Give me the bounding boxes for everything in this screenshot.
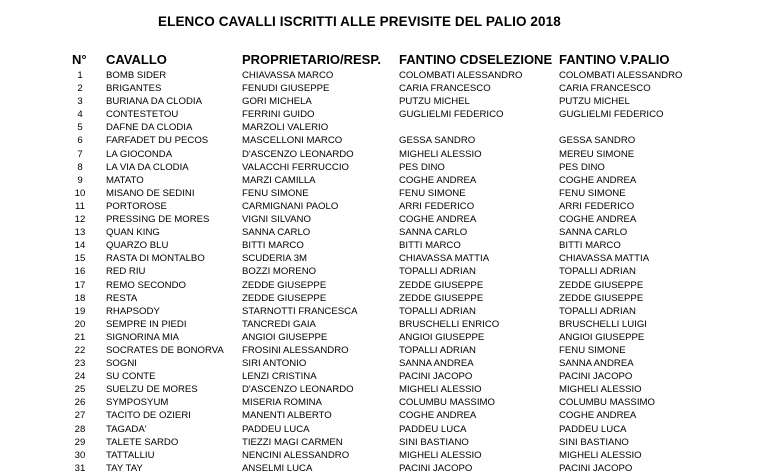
horse-name: LA VIA DA CLODIA [106, 161, 189, 173]
horse-name: FARFADET DU PECOS [106, 135, 209, 147]
row-number: 25 [74, 384, 86, 396]
jockey-selection: CARIA FRANCESCO [399, 83, 491, 95]
table-row [0, 344, 775, 357]
owner-name: D'ASCENZO LEONARDO [242, 148, 354, 160]
jockey-selection: BITTI MARCO [399, 240, 461, 252]
owner-name: SANNA CARLO [242, 227, 311, 239]
jockey-palio: COGHE ANDREA [559, 410, 637, 422]
horse-name: DAFNE DA CLODIA [106, 122, 193, 134]
jockey-palio: PUTZU MICHEL [559, 96, 630, 108]
horse-name: BURIANA DA CLODIA [106, 96, 202, 108]
table-row [0, 409, 775, 422]
owner-name: ZEDDE GIUSEPPE [242, 279, 327, 291]
horse-name: TAY TAY [106, 462, 143, 474]
horse-name: MATATO [106, 174, 144, 186]
jockey-palio: GUGLIELMI FEDERICO [559, 109, 664, 121]
row-number: 13 [74, 227, 86, 239]
horse-name: RASTA DI MONTALBO [106, 253, 205, 265]
horse-name: QUAN KING [106, 227, 160, 239]
jockey-selection: COLOMBATI ALESSANDRO [399, 70, 523, 81]
row-number: 19 [74, 305, 86, 317]
row-number: 4 [77, 109, 83, 121]
horse-name: RESTA [106, 292, 138, 304]
jockey-selection: FENU SIMONE [399, 187, 466, 199]
jockey-selection: GUGLIELMI FEDERICO [399, 109, 504, 121]
jockey-selection: MIGHELI ALESSIO [399, 449, 482, 461]
table-row [0, 108, 775, 121]
jockey-palio: GESSA SANDRO [559, 135, 636, 147]
table-row [0, 357, 775, 370]
horse-name: PORTOROSE [106, 200, 167, 212]
row-number: 7 [77, 148, 83, 160]
jockey-selection: ZEDDE GIUSEPPE [399, 292, 484, 304]
owner-name: BOZZI MORENO [242, 266, 317, 278]
jockey-palio: MEREU SIMONE [559, 148, 635, 160]
table-row [0, 436, 775, 449]
row-number: 15 [74, 253, 86, 265]
jockey-palio: ZEDDE GIUSEPPE [559, 279, 644, 291]
jockey-palio: COGHE ANDREA [559, 174, 637, 186]
jockey-palio: COLUMBU MASSIMO [559, 397, 655, 409]
owner-name: ANGIOI GIUSEPPE [242, 331, 328, 343]
horse-name: REMO SECONDO [106, 279, 186, 291]
row-number: 28 [74, 423, 86, 435]
row-number: 30 [74, 449, 86, 461]
row-number: 23 [74, 358, 86, 370]
horse-name: RED RIU [106, 266, 146, 278]
jockey-palio: SANNA ANDREA [559, 358, 634, 370]
owner-name: ZEDDE GIUSEPPE [242, 292, 327, 304]
jockey-palio: PES DINO [559, 161, 605, 173]
table-row [0, 161, 775, 174]
header-owner: PROPRIETARIO/RESP. [242, 52, 381, 67]
jockey-palio: COGHE ANDREA [559, 214, 637, 226]
jockey-palio: PADDEU LUCA [559, 423, 627, 435]
jockey-selection: MIGHELI ALESSIO [399, 148, 482, 160]
table-row [0, 95, 775, 108]
jockey-selection: ARRI FEDERICO [399, 200, 475, 212]
row-number: 26 [74, 397, 86, 409]
jockey-selection: SINI BASTIANO [399, 436, 469, 448]
horse-list [0, 69, 775, 475]
header-horse: CAVALLO [106, 52, 167, 67]
owner-name: TIEZZI MAGI CARMEN [242, 436, 343, 448]
table-row [0, 292, 775, 305]
owner-name: FROSINI ALESSANDRO [242, 344, 349, 356]
table-row [0, 252, 775, 265]
jockey-selection: SANNA ANDREA [399, 358, 474, 370]
row-number: 27 [74, 410, 86, 422]
table-row [0, 423, 775, 436]
owner-name: MARZOLI VALERIO [242, 122, 329, 134]
horse-name: SUELZU DE MORES [106, 384, 198, 396]
owner-name: ANSELMI LUCA [242, 462, 313, 474]
owner-name: CARMIGNANI PAOLO [242, 200, 339, 212]
horse-name: SU CONTE [106, 371, 156, 383]
table-row [0, 69, 775, 82]
horse-name: TATTALLIU [106, 449, 155, 461]
horse-name: PRESSING DE MORES [106, 214, 210, 226]
horse-name: BOMB SIDER [106, 70, 167, 81]
table-row [0, 226, 775, 239]
jockey-selection: PACINI JACOPO [399, 462, 473, 474]
jockey-selection: TOPALLI ADRIAN [399, 344, 476, 356]
header-number: N° [72, 52, 87, 67]
row-number: 8 [77, 161, 83, 173]
row-number: 2 [77, 83, 83, 95]
owner-name: STARNOTTI FRANCESCA [242, 305, 358, 317]
horse-name: TACITO DE OZIERI [106, 410, 191, 422]
jockey-palio: MIGHELI ALESSIO [559, 384, 642, 396]
row-number: 11 [75, 200, 85, 212]
jockey-selection: TOPALLI ADRIAN [399, 305, 476, 317]
jockey-selection: ANGIOI GIUSEPPE [399, 331, 485, 343]
jockey-selection: BRUSCHELLI ENRICO [399, 318, 500, 330]
row-number: 1 [77, 70, 83, 81]
row-number: 20 [74, 318, 86, 330]
row-number: 5 [77, 122, 83, 134]
horse-name: SIGNORINA MIA [106, 331, 180, 343]
jockey-palio: TOPALLI ADRIAN [559, 305, 636, 317]
owner-name: TANCREDI GAIA [242, 318, 316, 330]
row-number: 22 [74, 344, 86, 356]
horse-name: SOCRATES DE BONORVA [106, 344, 224, 356]
jockey-palio: FENU SIMONE [559, 187, 626, 199]
table-row [0, 331, 775, 344]
jockey-selection: SANNA CARLO [399, 227, 468, 239]
jockey-selection: TOPALLI ADRIAN [399, 266, 476, 278]
table-row [0, 148, 775, 161]
owner-name: NENCINI ALESSANDRO [242, 449, 350, 461]
horse-name: RHAPSODY [106, 305, 160, 317]
owner-name: VALACCHI FERRUCCIO [242, 161, 349, 173]
owner-name: SCUDERIA 3M [242, 253, 308, 265]
owner-name: FENU SIMONE [242, 187, 309, 199]
jockey-selection: COGHE ANDREA [399, 410, 477, 422]
row-number: 18 [74, 292, 86, 304]
table-row [0, 134, 775, 147]
horse-name: MISANO DE SEDINI [106, 187, 195, 199]
row-number: 17 [74, 279, 86, 291]
row-number: 14 [74, 240, 86, 252]
row-number: 3 [77, 96, 83, 108]
owner-name: FERRINI GUIDO [242, 109, 315, 121]
table-row [0, 121, 775, 134]
jockey-palio: CHIAVASSA MATTIA [559, 253, 650, 265]
owner-name: BITTI MARCO [242, 240, 304, 252]
horse-name: TAGADA' [106, 423, 147, 435]
table-row [0, 174, 775, 187]
jockey-palio: ZEDDE GIUSEPPE [559, 292, 644, 304]
header-jockey-selection: FANTINO CDSELEZIONE [399, 52, 553, 67]
jockey-palio: MIGHELI ALESSIO [559, 449, 642, 461]
table-row [0, 265, 775, 278]
table-row [0, 396, 775, 409]
row-number: 12 [74, 214, 86, 226]
row-number: 6 [77, 135, 83, 147]
owner-name: GORI MICHELA [242, 96, 312, 108]
owner-name: SIRI ANTONIO [242, 358, 307, 370]
table-row [0, 279, 775, 292]
owner-name: MARZI CAMILLA [242, 174, 316, 186]
jockey-palio: BRUSCHELLI LUIGI [559, 318, 647, 330]
owner-name: FENUDI GIUSEPPE [242, 83, 330, 95]
header-jockey-palio: FANTINO V.PALIO [559, 52, 670, 67]
jockey-selection: PACINI JACOPO [399, 371, 473, 383]
owner-name: MISERIA ROMINA [242, 397, 322, 409]
horse-name: SYMPOSYUM [106, 397, 169, 409]
jockey-palio: TOPALLI ADRIAN [559, 266, 636, 278]
jockey-selection: PADDEU LUCA [399, 423, 467, 435]
jockey-selection: GESSA SANDRO [399, 135, 476, 147]
row-number: 24 [74, 371, 86, 383]
horse-name: BRIGANTES [106, 83, 162, 95]
owner-name: PADDEU LUCA [242, 423, 310, 435]
table-row [0, 370, 775, 383]
jockey-palio: CARIA FRANCESCO [559, 83, 651, 95]
horse-name: CONTESTETOU [106, 109, 179, 121]
horse-name: TALETE SARDO [106, 436, 179, 448]
owner-name: CHIAVASSA MARCO [242, 70, 334, 81]
table-row [0, 187, 775, 200]
horse-name: QUARZO BLU [106, 240, 169, 252]
row-number: 31 [74, 462, 86, 474]
row-number: 16 [74, 266, 86, 278]
owner-name: MASCELLONI MARCO [242, 135, 343, 147]
table-row [0, 82, 775, 95]
jockey-selection: PES DINO [399, 161, 445, 173]
jockey-palio: PACINI JACOPO [559, 462, 633, 474]
row-number: 10 [74, 187, 86, 199]
owner-name: VIGNI SILVANO [242, 214, 311, 226]
jockey-palio: PACINI JACOPO [559, 371, 633, 383]
table-row [0, 213, 775, 226]
jockey-selection: PUTZU MICHEL [399, 96, 470, 108]
jockey-selection: COGHE ANDREA [399, 214, 477, 226]
table-row [0, 383, 775, 396]
table-row [0, 305, 775, 318]
jockey-palio: ARRI FEDERICO [559, 200, 635, 212]
jockey-palio: FENU SIMONE [559, 344, 626, 356]
table-row [0, 318, 775, 331]
jockey-selection: COGHE ANDREA [399, 174, 477, 186]
table-row [0, 239, 775, 252]
horse-name: SOGNI [106, 358, 137, 370]
document-title: ELENCO CAVALLI ISCRITTI ALLE PREVISITE DEL PALIO 2018 [158, 14, 561, 29]
jockey-selection: COLUMBU MASSIMO [399, 397, 495, 409]
row-number: 21 [74, 331, 86, 343]
jockey-selection: MIGHELI ALESSIO [399, 384, 482, 396]
row-number: 9 [77, 174, 83, 186]
owner-name: D'ASCENZO LEONARDO [242, 384, 354, 396]
horse-name: LA GIOCONDA [106, 148, 173, 160]
jockey-selection: ZEDDE GIUSEPPE [399, 279, 484, 291]
horse-name: SEMPRE IN PIEDI [106, 318, 187, 330]
owner-name: LENZI CRISTINA [242, 371, 317, 383]
jockey-palio: COLOMBATI ALESSANDRO [559, 70, 683, 81]
jockey-palio: ANGIOI GIUSEPPE [559, 331, 645, 343]
jockey-palio: SINI BASTIANO [559, 436, 629, 448]
jockey-palio: BITTI MARCO [559, 240, 621, 252]
table-row [0, 462, 775, 475]
table-row [0, 200, 775, 213]
table-row [0, 449, 775, 462]
row-number: 29 [74, 436, 86, 448]
owner-name: MANENTI ALBERTO [242, 410, 332, 422]
jockey-palio: SANNA CARLO [559, 227, 628, 239]
jockey-selection: CHIAVASSA MATTIA [399, 253, 490, 265]
